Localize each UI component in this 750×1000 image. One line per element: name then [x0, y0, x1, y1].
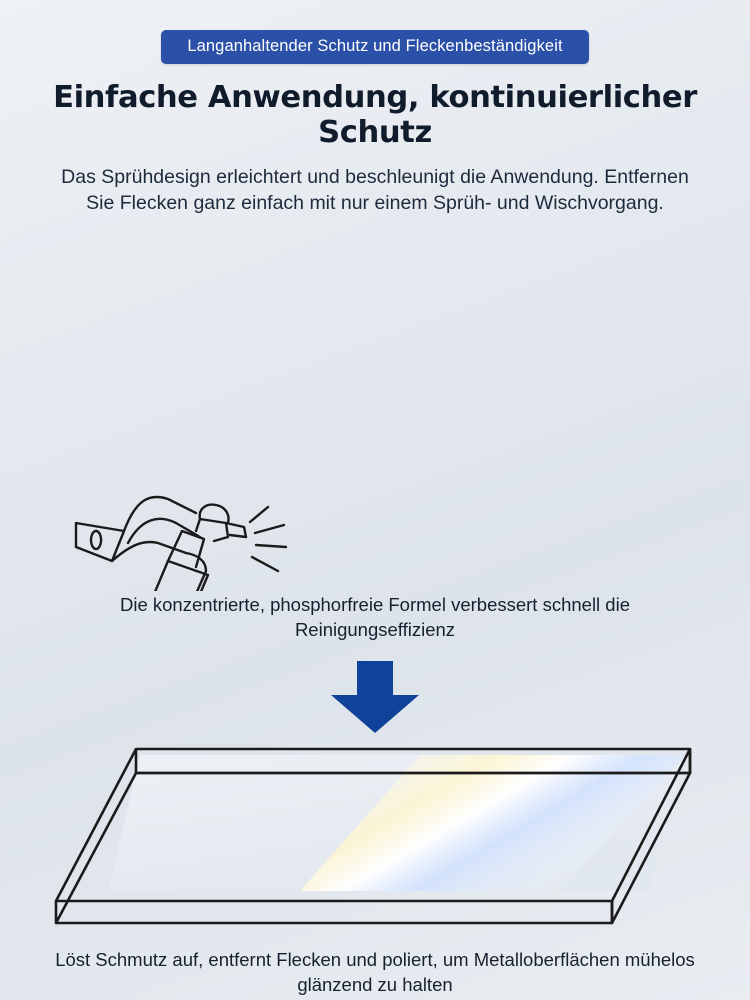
arrow-row — [0, 661, 750, 733]
page-title: Einfache Anwendung, kontinuierlicher Schutz — [53, 80, 697, 150]
page-subtitle: Das Sprühdesign erleichtert und beschleunigt die Anwendung. Entfernen Sie Flecken ganz einfach mit nur einem Sprüh- und Wischvorgang. — [61, 166, 689, 215]
header-badge: Langanhaltender Schutz und Fleckenbeständigkeit — [161, 30, 588, 64]
badge-row — [0, 0, 750, 64]
clean-tray-illustration — [0, 741, 750, 931]
spray-burst-icon — [250, 507, 286, 571]
dirty-tray-illustration — [0, 231, 750, 591]
clean-tray-icon — [56, 749, 690, 923]
top-caption: Die konzentrierte, phosphorfreie Formel verbessert schnell die Reinigungseffizienz — [119, 593, 630, 640]
hand-spray-icon — [76, 497, 246, 591]
down-arrow-icon — [327, 661, 423, 733]
bottom-caption: Löst Schmutz auf, entfernt Flecken und poliert, um Metalloberflächen mühelos glänzend zu halten — [55, 948, 695, 996]
